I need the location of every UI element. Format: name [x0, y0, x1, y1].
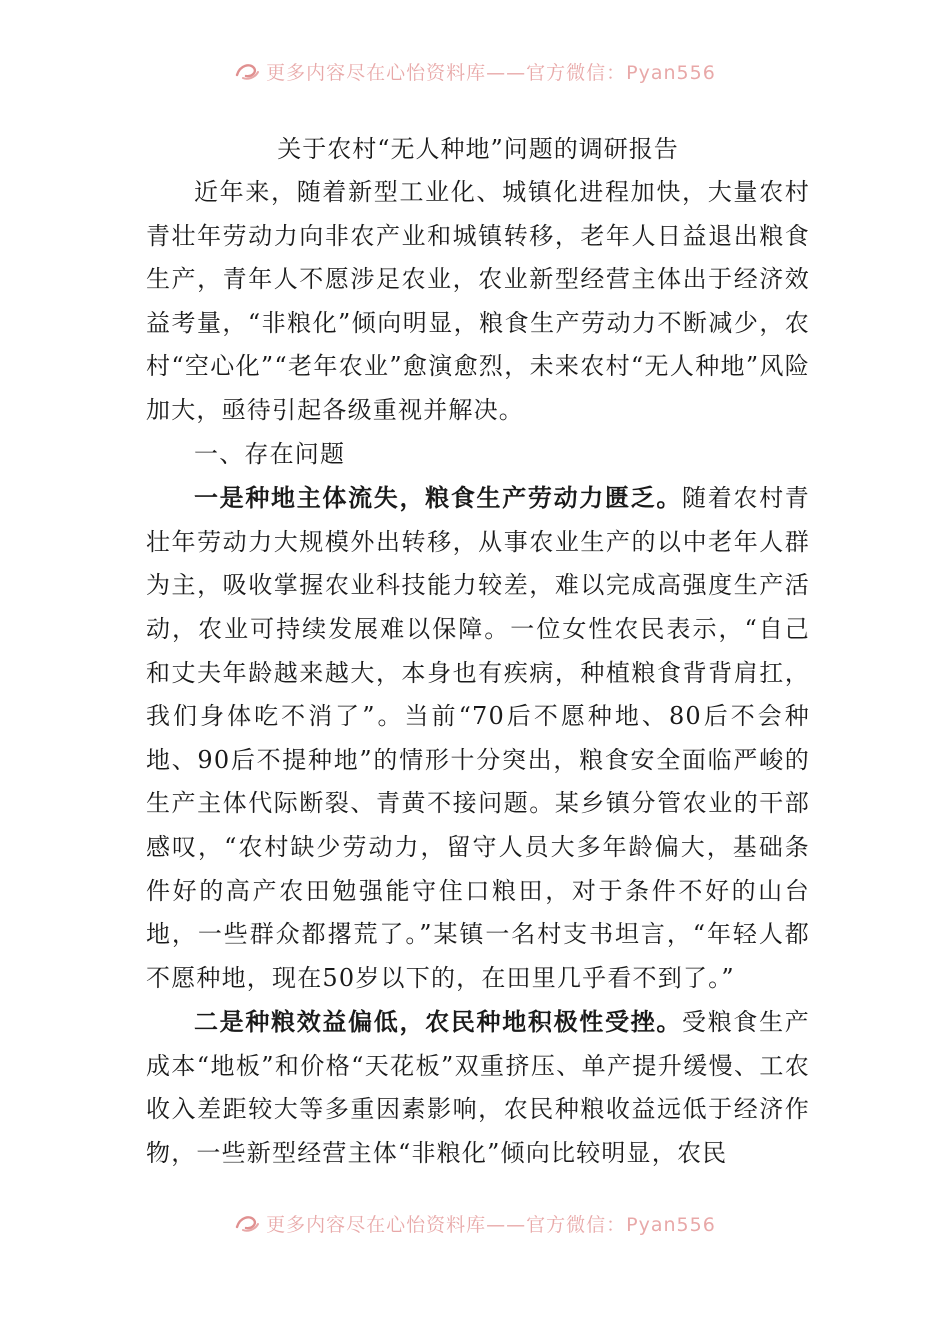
point-lead-2: 二是种粮效益偏低，农民种地积极性受挫。	[194, 1007, 683, 1037]
document-title: 关于农村“无人种地”问题的调研报告	[277, 135, 679, 163]
watermark-header	[0, 54, 950, 88]
swirl-logo-icon	[234, 61, 260, 81]
watermark-footer	[0, 1206, 950, 1240]
point-paragraph-1	[146, 476, 810, 1000]
swirl-logo-icon	[234, 1213, 260, 1233]
point-lead-1: 一是种地主体流失，粮食生产劳动力匮乏。	[194, 483, 683, 513]
point-body-1: 随着农村青壮年劳动力大规模外出转移，从事农业生产的以中老年人群为主，吸收掌握农业科技能力较差，难以完成高强度生产活动，农业可持续发展难以保障。一位女性农民表示，“自己和丈夫年龄越来越大，本身也有疾病，种植粮食背背肩扛，我们身体吃不消了”。当前“70后不愿种地、80后不会种地、90后不提种地”的情形十分突出，粮食安全面临严峻的生产主体代际断裂、青黄不接问题。某乡镇分管农业的干部感叹，“农村缺少劳动力，留守人员大多年龄偏大，基础条件好的高产农田勉强能守住口粮田，对于条件不好的山台地，一些群众都撂荒了。”某镇一名村支书坦言，“年轻人都不愿种地，现在50岁以下的，在田里几乎看不到了。”	[146, 484, 810, 992]
point-body-2: 受粮食生产成本“地板”和价格“天花板”双重挤压、单产提升缓慢、工农收入差距较大等多重因素影响，农民种粮收益远低于经济作物，一些新型经营主体“非粮化”倾向比较明显，农民	[146, 1008, 810, 1168]
intro-paragraph: 近年来，随着新型工业化、城镇化进程加快，大量农村青壮年劳动力向非农产业和城镇转移，老年人日益退出粮食生产，青年人不愿涉足农业，农业新型经营主体出于经济效益考量，“非粮化”倾向明显，粮食生产劳动力不断减少，农村“空心化”“老年农业”愈演愈烈，未来农村“无人种地”风险加大，亟待引起各级重视并解决。	[146, 178, 810, 424]
point-paragraph-2	[146, 1000, 810, 1175]
document-body	[146, 128, 810, 1176]
section-heading: 一、存在问题	[194, 439, 346, 468]
watermark-text: 更多内容尽在心怡资料库——官方微信：Pyan556	[266, 1213, 716, 1236]
watermark-text: 更多内容尽在心怡资料库——官方微信：Pyan556	[266, 61, 716, 84]
